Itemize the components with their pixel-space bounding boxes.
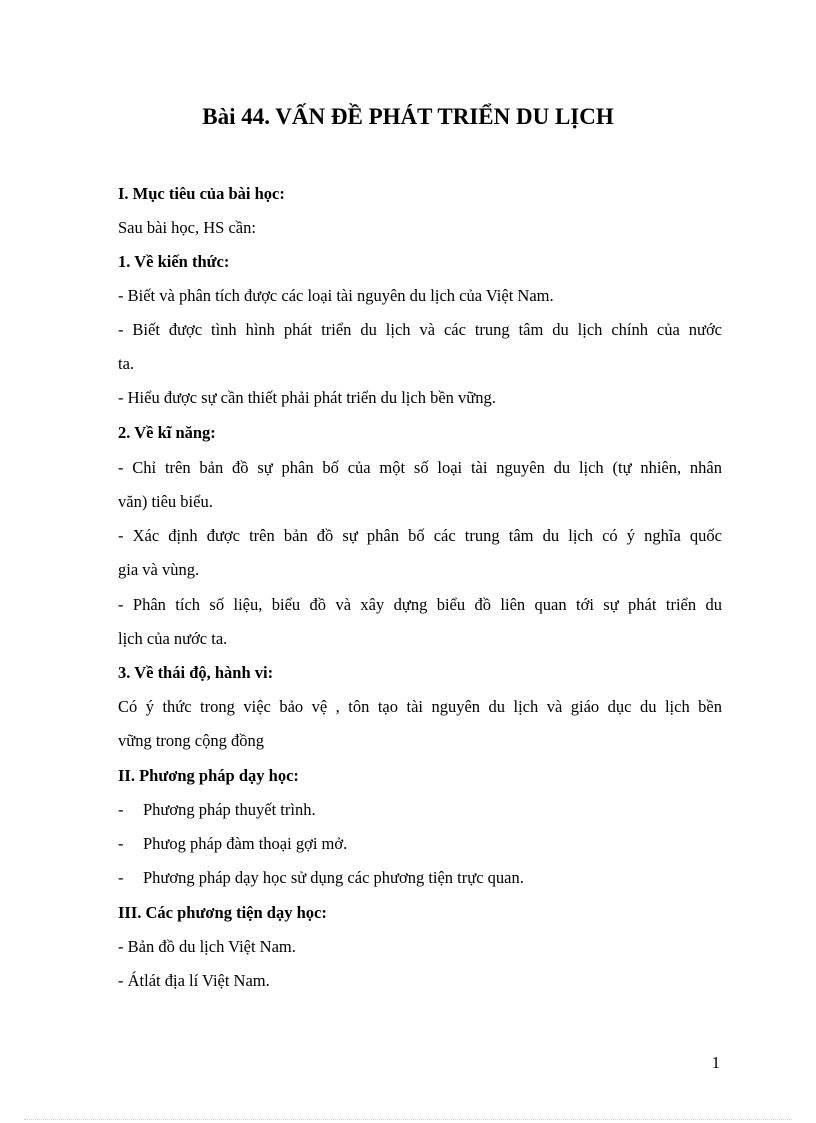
skills-item-1-line-1: - Chỉ trên bản đồ sự phân bố của một số loại tài nguyên du lịch (tự nhiên, nhân — [118, 458, 722, 477]
page-bottom-divider — [24, 1119, 792, 1120]
page-number: 1 — [711, 1053, 720, 1072]
attitude-line-1: Có ý thức trong việc bảo vệ , tôn tạo tài nguyên du lịch và giáo dục du lịch bền — [118, 697, 722, 716]
section1-heading: I. Mục tiêu của bài học: — [118, 184, 285, 203]
attitude-line-2: vững trong cộng đồng — [118, 731, 264, 750]
skills-item-2-line-1: - Xác định được trên bản đồ sự phân bố các trung tâm du lịch có ý nghĩa quốc — [118, 526, 722, 545]
skills-item-3-line-1: - Phân tích số liệu, biểu đồ và xây dựng biểu đồ liên quan tới sự phát triển du — [118, 595, 722, 614]
attitude-heading: 3. Về thái độ, hành vi: — [118, 663, 274, 682]
skills-item-2-line-2: gia và vùng. — [118, 560, 200, 579]
method-item-3: Phương pháp dạy học sử dụng các phương tiện trực quan. — [143, 868, 524, 887]
knowledge-heading: 1. Về kiến thức: — [118, 252, 230, 271]
knowledge-item-2-line-1: - Biết được tình hình phát triển du lịch và các trung tâm du lịch chính của nước — [118, 320, 722, 339]
knowledge-item-2-line-2: ta. — [118, 354, 135, 373]
method-dash-3: - — [118, 868, 124, 887]
section2-heading: II. Phương pháp dạy học: — [118, 766, 299, 785]
knowledge-item-3: - Hiểu được sự cần thiết phải phát triển du lịch bền vững. — [118, 388, 496, 407]
materials-item-1: - Bản đồ du lịch Việt Nam. — [118, 937, 296, 956]
page-title: Bài 44. VẤN ĐỀ PHÁT TRIỂN DU LỊCH — [202, 104, 614, 129]
method-dash-1: - — [118, 800, 124, 819]
skills-heading: 2. Về kĩ năng: — [118, 423, 216, 442]
knowledge-item-1: - Biết và phân tích được các loại tài nguyên du lịch của Việt Nam. — [118, 286, 554, 305]
method-dash-2: - — [118, 834, 124, 853]
section1-intro: Sau bài học, HS cần: — [118, 218, 256, 237]
skills-item-3-line-2: lịch của nước ta. — [118, 629, 228, 648]
section3-heading: III. Các phương tiện dạy học: — [118, 903, 327, 922]
materials-item-2: - Átlát địa lí Việt Nam. — [118, 971, 270, 990]
skills-item-1-line-2: văn) tiêu biểu. — [118, 492, 213, 511]
method-item-1: Phương pháp thuyết trình. — [143, 800, 316, 819]
method-item-2: Phưog pháp đàm thoại gợi mở. — [143, 834, 348, 853]
